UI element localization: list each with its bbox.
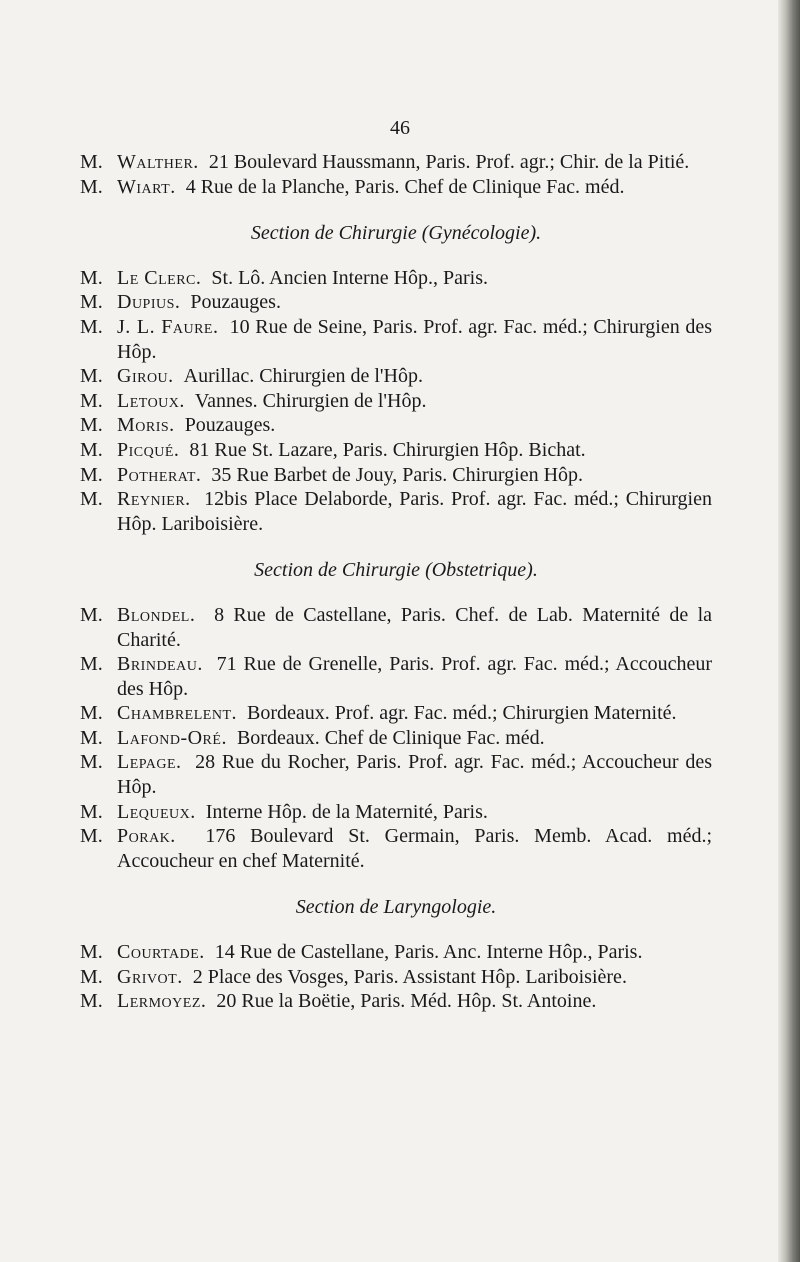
member-title: M. <box>80 414 103 437</box>
member-name: Reynier. <box>117 488 191 511</box>
member-name: Picqué. <box>117 438 180 461</box>
member-title: M. <box>80 389 103 412</box>
member-entry <box>80 824 712 873</box>
member-details: 2 Place des Vosges, Paris. Assistant Hôp. Lariboisière. <box>192 965 627 988</box>
member-entry <box>80 438 712 463</box>
member-title: M. <box>80 463 103 486</box>
section-subtitle: Obstetrique <box>431 559 527 582</box>
member-name: Grivot. <box>117 965 183 988</box>
member-entry <box>80 965 712 990</box>
member-details: 12bis Place Delaborde, Paris. Prof. agr. Fac. méd.; Chirurgien Hôp. Lariboisière. <box>117 488 712 535</box>
member-title: M. <box>80 653 103 676</box>
member-details: 71 Rue de Grenelle, Paris. Prof. agr. Fac. méd.; Accoucheur des Hôp. <box>117 653 712 700</box>
member-title: M. <box>80 315 103 338</box>
member-details: 81 Rue St. Lazare, Paris. Chirurgien Hôp. Bichat. <box>189 438 586 461</box>
section-heading: Section de Chirurgie (Obstetrique). <box>254 559 538 582</box>
member-details: Bordeaux. Chef de Clinique Fac. méd. <box>236 726 545 749</box>
member-details: 21 Boulevard Haussmann, Paris. Prof. agr.; Chir. de la Pitié. <box>208 151 690 173</box>
member-list <box>80 150 712 1014</box>
member-title: M. <box>80 365 103 388</box>
member-entry <box>80 175 712 200</box>
member-name: Girou. <box>117 365 174 388</box>
member-entry <box>80 800 712 825</box>
member-entry <box>80 940 712 965</box>
member-title: M. <box>80 800 103 823</box>
member-entry <box>80 463 712 488</box>
member-title: M. <box>80 151 103 173</box>
page-number: 46 <box>390 117 410 139</box>
member-entry <box>80 652 712 701</box>
member-entry <box>80 603 712 652</box>
section-subtitle: Gynécologie <box>428 222 530 245</box>
section-title: Section de Laryngologie. <box>295 896 497 919</box>
member-details: Aurillac. Chirurgien de l'Hôp. <box>183 365 423 388</box>
member-entry <box>80 266 712 291</box>
member-name: Potherat. <box>117 463 202 486</box>
member-entry <box>80 315 712 364</box>
member-entry <box>80 364 712 389</box>
member-entry <box>80 150 712 175</box>
member-name: Brindeau. <box>117 653 203 676</box>
member-title: M. <box>80 726 103 749</box>
member-name: Blondel. <box>117 603 196 626</box>
member-details: Pouzauges. <box>184 414 276 437</box>
member-title: M. <box>80 438 103 461</box>
member-name: Lequeux. <box>117 800 196 823</box>
member-title: M. <box>80 175 103 198</box>
member-entry <box>80 290 712 315</box>
member-entry <box>80 487 712 536</box>
member-title: M. <box>80 603 103 626</box>
member-title: M. <box>80 266 103 289</box>
member-entry <box>80 989 712 1014</box>
member-entry <box>80 413 712 438</box>
member-name: Lermoyez. <box>117 990 207 1013</box>
member-details: Vannes. Chirurgien de l'Hôp. <box>194 389 427 412</box>
member-title: M. <box>80 751 103 774</box>
member-title: M. <box>80 941 103 964</box>
member-details: 176 Boulevard St. Germain, Paris. Memb. Acad. méd.; Accoucheur en chef Maternité. <box>117 825 713 872</box>
member-title: M. <box>80 291 103 314</box>
member-details: St. Lô. Ancien Interne Hôp., Paris. <box>211 266 489 289</box>
member-name: Letoux. <box>117 389 185 412</box>
member-name: Walther. <box>117 151 199 173</box>
section-title: Section de Chirurgie <box>254 559 421 582</box>
member-name: Dupius. <box>117 291 181 314</box>
member-details: Interne Hôp. de la Maternité, Paris. <box>205 800 488 823</box>
page-edge-shadow <box>778 0 800 1262</box>
member-title: M. <box>80 965 103 988</box>
member-entry <box>80 750 712 799</box>
member-name: J. L. Faure. <box>117 315 219 338</box>
member-details: Pouzauges. <box>190 291 281 314</box>
section-heading: Section de Chirurgie (Gynécologie). <box>250 222 542 245</box>
member-entry <box>80 701 712 726</box>
member-name: Wiart. <box>117 175 176 198</box>
member-details: 10 Rue de Seine, Paris. Prof. agr. Fac. méd.; Chirurgien des Hôp. <box>117 315 712 363</box>
member-details: 14 Rue de Castellane, Paris. Anc. Interne Hôp., Paris. <box>214 941 643 964</box>
member-name: Chambrelent. <box>117 702 238 725</box>
member-name: Lafond-Oré. <box>117 726 227 749</box>
member-entry <box>80 726 712 751</box>
section-title: Section de Chirurgie <box>250 222 417 245</box>
member-title: M. <box>80 702 103 725</box>
member-details: 20 Rue la Boëtie, Paris. Méd. Hôp. St. Antoine. <box>216 990 597 1013</box>
member-details: 28 Rue du Rocher, Paris. Prof. agr. Fac. méd.; Accoucheur des Hôp. <box>117 751 712 799</box>
member-details: Bordeaux. Prof. agr. Fac. méd.; Chirurgien Maternité. <box>247 702 677 725</box>
member-details: 35 Rue Barbet de Jouy, Paris. Chirurgien Hôp. <box>211 463 584 486</box>
member-entry <box>80 389 712 414</box>
member-name: Lepage. <box>117 751 182 774</box>
member-name: Moris. <box>117 414 175 437</box>
member-details: 4 Rue de la Planche, Paris. Chef de Clinique Fac. méd. <box>185 175 625 198</box>
member-details: 8 Rue de Castellane, Paris. Chef. de Lab. Maternité de la Charité. <box>117 603 713 651</box>
member-title: M. <box>80 488 103 511</box>
member-title: M. <box>80 990 103 1013</box>
member-title: M. <box>80 825 103 848</box>
section-heading <box>80 895 712 920</box>
member-name: Porak. <box>117 825 176 848</box>
member-name: Courtade. <box>117 941 205 964</box>
member-name: Le Clerc. <box>117 266 202 289</box>
